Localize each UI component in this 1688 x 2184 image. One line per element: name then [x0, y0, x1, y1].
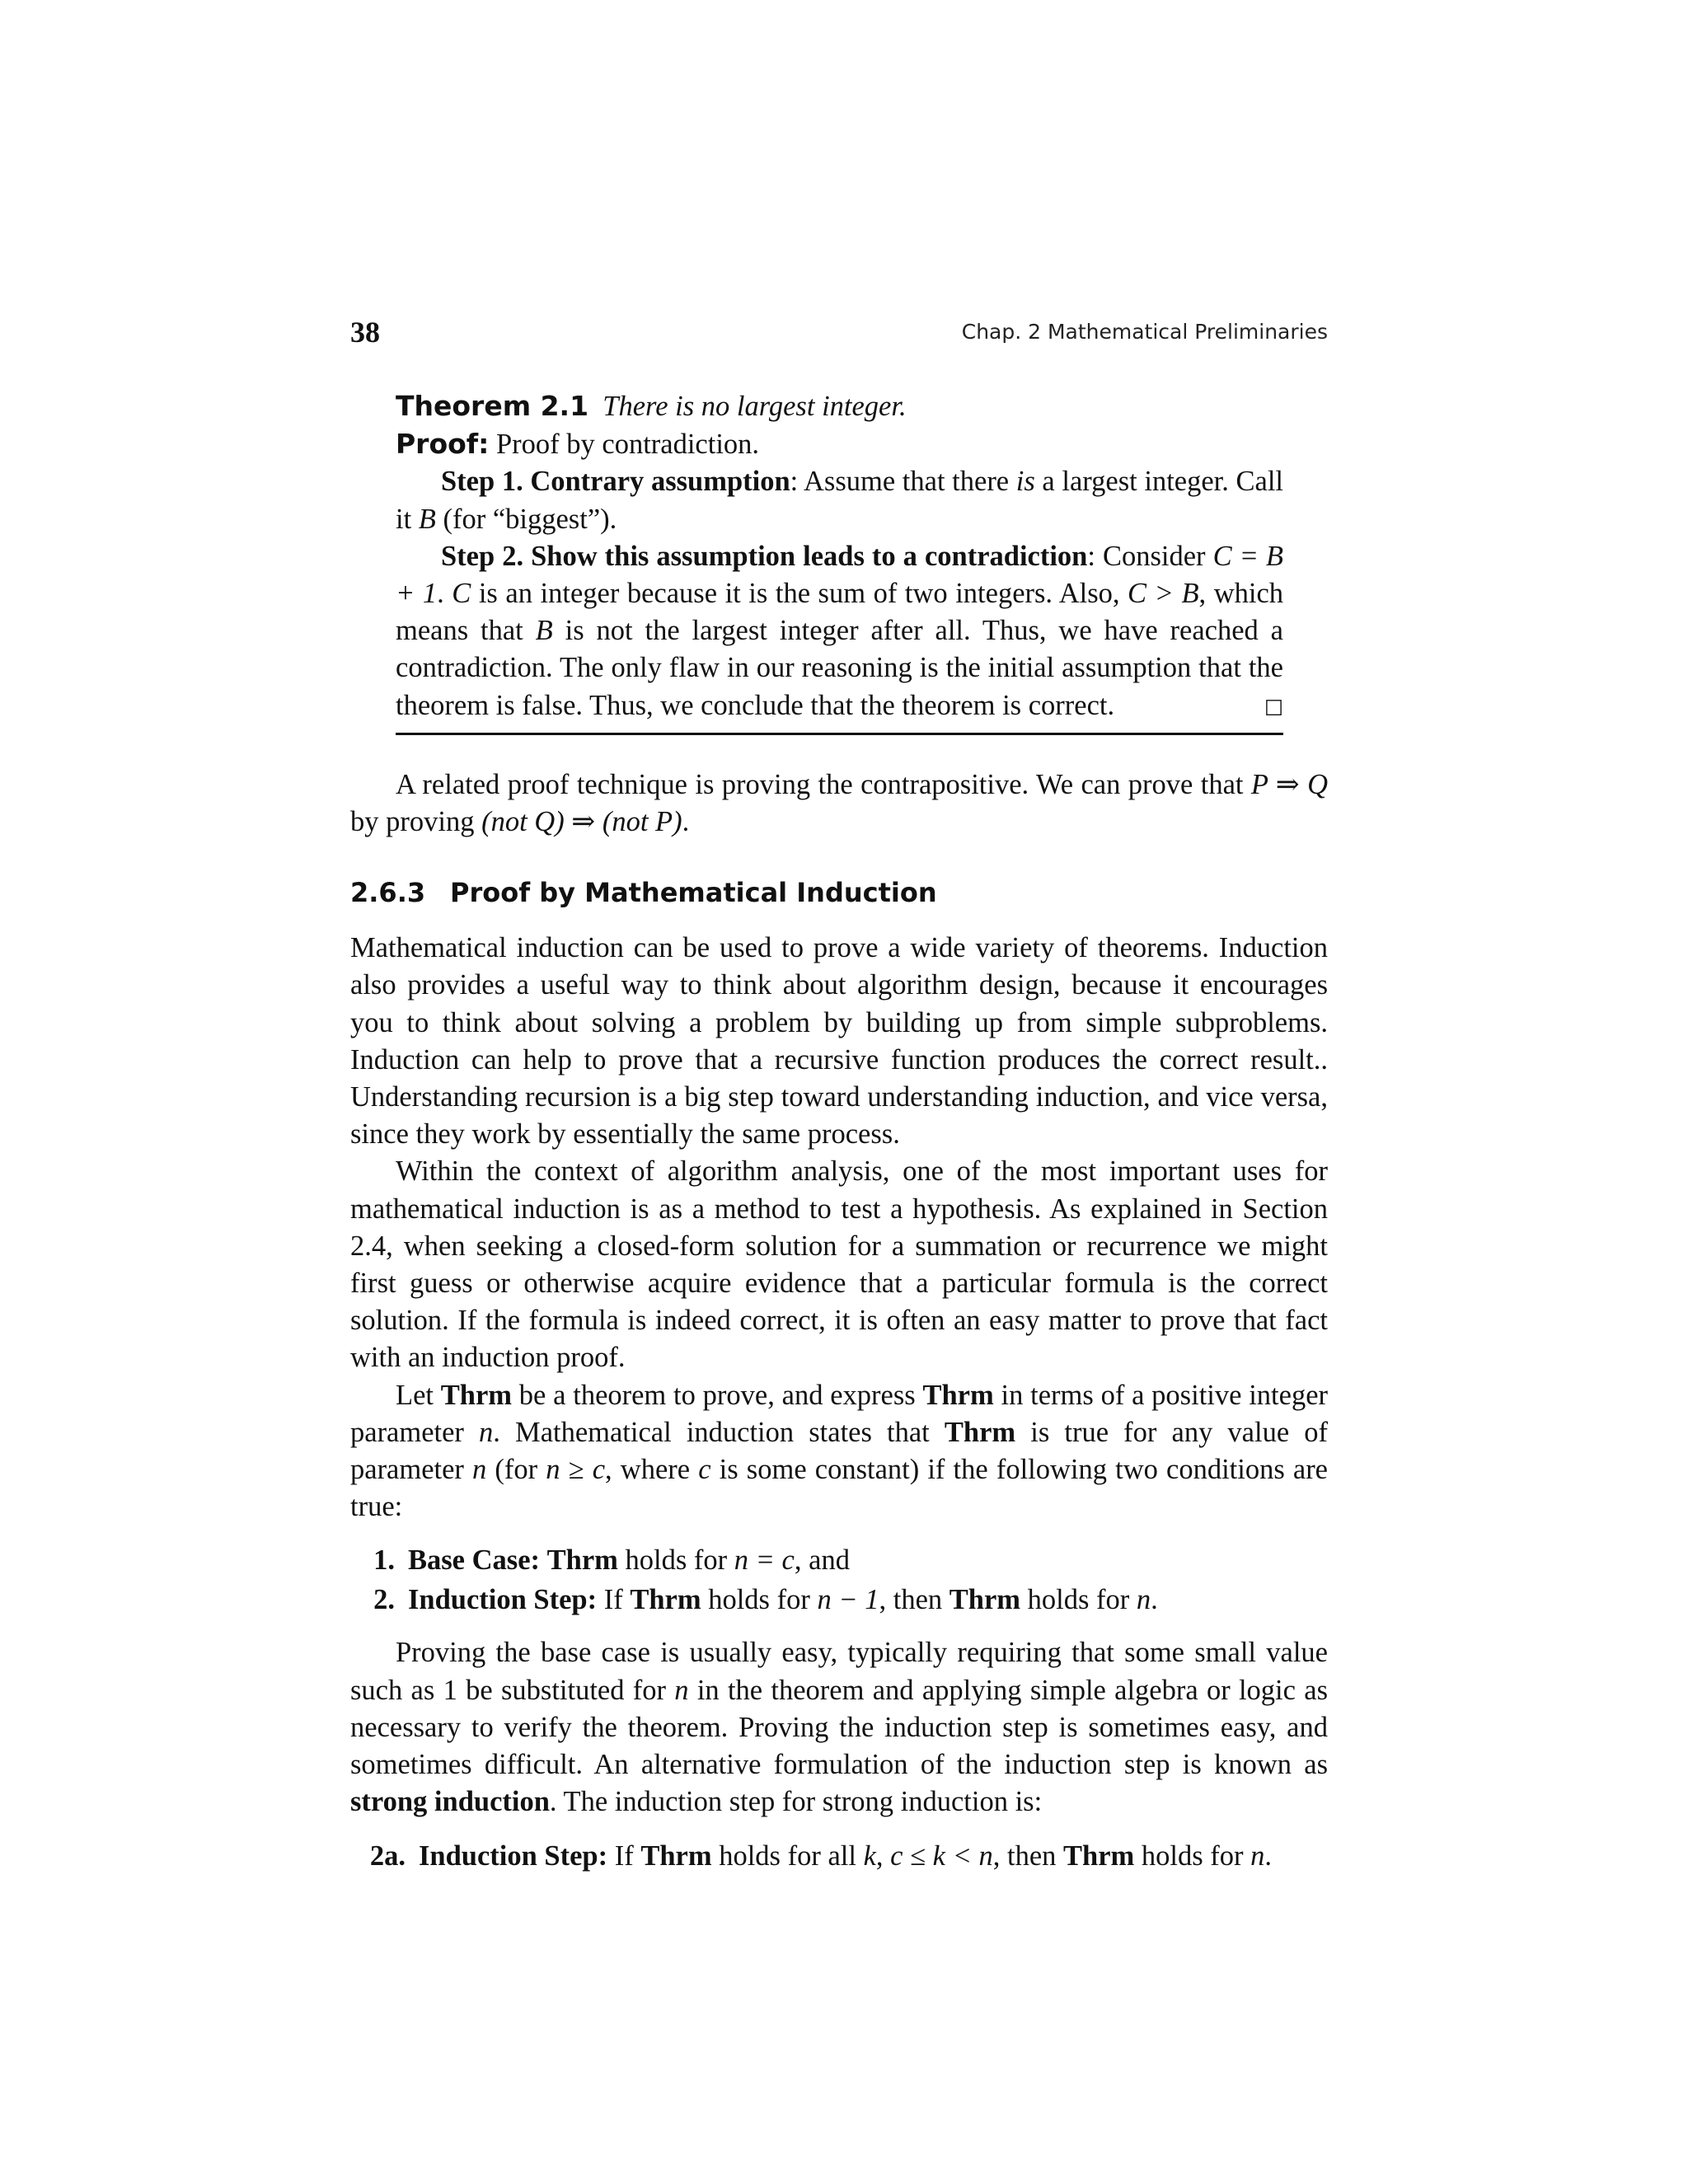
list-number: 2.: [373, 1584, 395, 1616]
p3-text-f: (for: [486, 1454, 546, 1486]
running-head: Chap. 2 Mathematical Preliminaries: [961, 320, 1328, 344]
contra-text-c: .: [682, 806, 690, 838]
p3-text-g: , where: [605, 1454, 699, 1486]
list-text: .: [1151, 1584, 1158, 1616]
p3-text-c: in terms of a positive integer parameter: [350, 1379, 1328, 1448]
list-text: ,: [875, 1840, 891, 1872]
math-inequality: C > B: [1128, 578, 1199, 610]
theorem-end-rule: [396, 733, 1283, 735]
list-number: 2a.: [369, 1840, 406, 1872]
list-label: Base Case:: [408, 1544, 541, 1577]
math-expr: n − 1: [817, 1584, 879, 1616]
list-text: , then: [879, 1584, 950, 1616]
proof-text: Proof by contradiction.: [495, 429, 760, 461]
p4-text-b: in the theorem and applying simple algebra or logic as necessary to verify the theorem. Proving the induction step is sometimes easy, and sometimes difficult. An alternative formulation of the induction step is known as: [350, 1674, 1328, 1781]
section-heading: [350, 877, 1328, 908]
list-text: If: [597, 1584, 631, 1616]
section-title: Proof by Mathematical Induction: [450, 877, 937, 909]
thrm-term: Thrm: [440, 1379, 513, 1411]
math-expr: c ≤ k < n: [890, 1840, 993, 1872]
thrm-term: Thrm: [944, 1416, 1016, 1448]
paragraph-thrm-definition: [350, 1377, 1328, 1526]
p3-text-b: be a theorem to prove, and express: [512, 1379, 923, 1411]
math-expr: n = c: [734, 1544, 795, 1577]
theorem-block: [396, 387, 1283, 735]
page-body: [350, 387, 1328, 1891]
math-B: B: [418, 503, 436, 535]
list-text: , and: [794, 1544, 850, 1577]
list-text: holds for all: [711, 1840, 864, 1872]
list-item-base-case: [350, 1540, 1328, 1580]
math-c: c: [698, 1454, 711, 1486]
thrm-term: Thrm: [922, 1379, 994, 1411]
step2-text-a: : Consider: [1087, 540, 1213, 572]
step1-text-a: : Assume that there: [790, 466, 1016, 498]
theorem-statement: [396, 387, 1283, 425]
theorem-label: Theorem 2.1: [396, 390, 589, 422]
list-label: Induction Step:: [408, 1584, 598, 1616]
list-label: Induction Step:: [419, 1840, 608, 1872]
math-C: C: [452, 578, 471, 610]
math-equation: C = B + 1: [396, 540, 1283, 610]
qed-box-icon: ☐: [1264, 696, 1283, 721]
list-text: If: [607, 1840, 641, 1872]
thrm-term: Thrm: [630, 1584, 701, 1616]
list-text: holds for: [1134, 1840, 1251, 1872]
strong-induction-term: strong induction: [350, 1786, 550, 1818]
list-item-strong-induction-step: [350, 1836, 1328, 1876]
thrm-term: Thrm: [640, 1840, 712, 1872]
math-condition: n ≥ c: [546, 1454, 606, 1486]
p3-text-h: is some constant) if the following two conditions are true:: [350, 1454, 1328, 1523]
step1-text-c: (for “biggest”).: [435, 503, 617, 535]
math-n: n: [1250, 1840, 1265, 1872]
math-k: k: [863, 1840, 876, 1872]
math-contrapositive: (not Q) ⇒ (not P): [481, 806, 682, 838]
contrapositive-paragraph: [350, 766, 1328, 841]
theorem-text: There is no largest integer.: [603, 391, 907, 422]
conditions-list: [350, 1540, 1328, 1619]
thrm-term: Thrm: [949, 1584, 1021, 1616]
thrm-term: Thrm: [546, 1544, 618, 1577]
paragraph-algorithm-analysis: Within the context of algorithm analysis, one of the most important uses for mathematical induction is as a method to test a hypothesis. As explained in Section 2.4, when seeking a closed-form solution for a summation or recurrence we might first guess or otherwise acquire evidence that a particular formula is the correct solution. If the formula is indeed correct, it is often an easy matter to prove that fact with an induction proof.: [350, 1155, 1328, 1374]
step2-text-b: .: [437, 578, 452, 610]
page-number: 38: [350, 316, 380, 349]
contra-text-a: A related proof technique is proving the contrapositive. We can prove that: [396, 768, 1251, 800]
p3-text-a: Let: [396, 1379, 441, 1411]
list-number: 1.: [373, 1544, 395, 1577]
proof-label: Proof:: [396, 428, 490, 461]
p4-text-c: . The induction step for strong induction is:: [549, 1786, 1043, 1818]
step2-text-d: , which means that: [396, 578, 1284, 647]
proof-intro: [396, 425, 1283, 463]
math-n: n: [674, 1674, 689, 1706]
p3-text-e: is true for any value of parameter: [350, 1416, 1329, 1486]
step1-label: Step 1. Contrary assumption: [441, 466, 790, 498]
thrm-term: Thrm: [1063, 1840, 1135, 1872]
math-n: n: [472, 1454, 487, 1486]
list-text: .: [1264, 1840, 1273, 1872]
proof-step-1: [396, 463, 1283, 537]
math-B-2: B: [535, 615, 553, 647]
section-number: 2.6.3: [350, 877, 426, 909]
list-text: holds for: [701, 1584, 818, 1616]
list-text: holds for: [617, 1544, 734, 1577]
step1-emphasis: is: [1015, 466, 1035, 498]
step2-text-c: is an integer because it is the sum of two integers. Also,: [471, 578, 1128, 610]
paragraph-induction-intro: Mathematical induction can be used to prove a wide variety of theorems. Induction also provides a useful way to think about algorithm design, because it encourages you to think about solving a problem by building up from simple subproblems. Induction can help to prove that a recursive function produces the correct result.. Understanding recursion is a big step toward understanding induction, and vice versa, since they work by essentially the same process.: [350, 932, 1328, 1151]
paragraph-strong-induction: [350, 1634, 1328, 1821]
p3-text-d: . Mathematical induction states that: [493, 1416, 945, 1448]
math-implication: P ⇒ Q: [1250, 768, 1328, 800]
step2-text-e: is not the largest integer after all. Thus, we have reached a contradiction. The only flaw in our reasoning is the initial assumption that the theorem is false. Thus, we conclude that the theorem is correct.: [396, 615, 1283, 721]
proof-step-2: [396, 538, 1283, 724]
contra-text-b: by proving: [350, 806, 482, 838]
p4-text-a: Proving the base case is usually easy, typically requiring that some small value such as 1 be substituted for: [350, 1637, 1328, 1706]
list-item-induction-step: [350, 1580, 1328, 1619]
strong-induction-list: [350, 1836, 1328, 1876]
step2-label: Step 2. Show this assumption leads to a contradiction: [441, 540, 1088, 572]
page-header: [350, 315, 1328, 356]
math-n: n: [1136, 1584, 1151, 1616]
step1-text-b: a largest integer. Call it: [396, 466, 1283, 535]
list-text: , then: [992, 1840, 1064, 1872]
math-n: n: [479, 1416, 494, 1448]
list-text: holds for: [1020, 1584, 1137, 1616]
